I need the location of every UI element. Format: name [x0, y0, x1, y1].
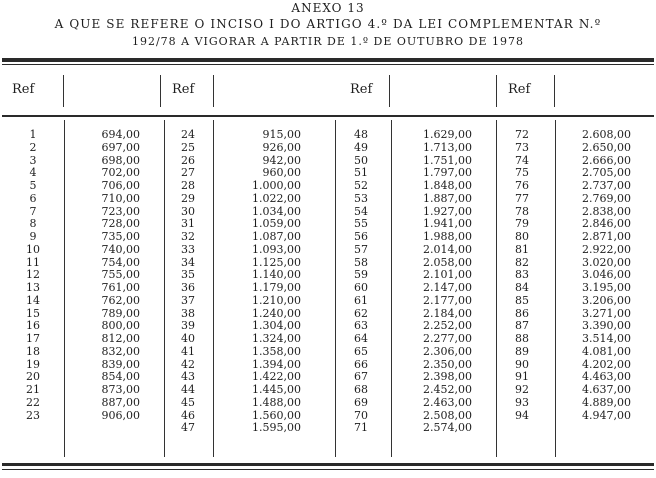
- ref-cell: 24: [181, 128, 195, 141]
- ref-column: [173, 129, 203, 435]
- value-cell: 2.058,00: [423, 255, 472, 269]
- table-bottom-thin-rule: [2, 469, 654, 470]
- value-cell: 1.140,00: [252, 268, 301, 282]
- value-cell: 1.887,00: [423, 191, 472, 205]
- column-divider: [213, 120, 214, 457]
- value-cell: 1.595,00: [252, 421, 301, 435]
- value-cell: 710,00: [101, 191, 140, 205]
- value-cell: 1.358,00: [252, 344, 301, 358]
- value-cell: 2.769,00: [582, 191, 631, 205]
- ref-cell: 68: [354, 383, 368, 396]
- value-cell: 2.184,00: [423, 306, 472, 320]
- header-divider: [496, 75, 497, 107]
- value-cell: 2.846,00: [582, 217, 631, 231]
- ref-cell: 14: [26, 293, 40, 307]
- ref-cell: 66: [354, 357, 368, 371]
- value-cell: 960,00: [262, 166, 301, 180]
- ref-cell: 6: [29, 191, 37, 205]
- ref-cell: 80: [515, 230, 529, 243]
- ref-cell: 75: [515, 166, 529, 180]
- value-cell: 4.889,00: [582, 395, 631, 409]
- value-cell: 4.637,00: [582, 383, 631, 396]
- ref-cell: 85: [515, 293, 529, 307]
- value-cell: 4.081,00: [582, 344, 631, 358]
- ref-cell: 33: [181, 242, 195, 256]
- ref-cell: 83: [515, 268, 529, 282]
- header-divider: [554, 75, 555, 107]
- ref-cell: 46: [181, 408, 195, 422]
- ref-cell: 54: [354, 204, 368, 218]
- value-cell: 2.922,00: [582, 242, 631, 256]
- value-column: [388, 129, 472, 435]
- ref-header: Ref: [12, 82, 35, 97]
- value-cell: 2.737,00: [582, 179, 631, 192]
- ref-cell: 40: [181, 332, 195, 345]
- value-cell: 1.000,00: [252, 179, 301, 192]
- ref-cell: 89: [515, 344, 529, 358]
- ref-cell: 64: [354, 332, 368, 345]
- value-cell: 2.463,00: [423, 395, 472, 409]
- ref-cell: 49: [354, 140, 368, 154]
- ref-cell: 82: [515, 255, 529, 269]
- ref-cell: 26: [181, 153, 195, 167]
- value-cell: 854,00: [101, 370, 140, 384]
- value-cell: 2.101,00: [423, 268, 472, 282]
- ref-cell: 84: [515, 281, 529, 294]
- ref-cell: 32: [181, 230, 195, 243]
- value-cell: 754,00: [101, 255, 140, 269]
- ref-cell: 8: [29, 217, 37, 231]
- column-divider: [164, 120, 165, 457]
- header-divider: [63, 75, 64, 107]
- value-cell: 4.947,00: [582, 408, 631, 422]
- ref-cell: 37: [181, 293, 195, 307]
- ref-cell: 4: [29, 166, 37, 180]
- ref-cell: 12: [26, 268, 40, 282]
- ref-cell: 90: [515, 357, 529, 371]
- ref-cell: 43: [181, 370, 195, 384]
- value-cell: 2.277,00: [423, 332, 472, 345]
- value-cell: 2.306,00: [423, 344, 472, 358]
- value-cell: 2.252,00: [423, 319, 472, 333]
- ref-column: [18, 129, 48, 422]
- ref-cell: 77: [515, 191, 529, 205]
- value-cell: 906,00: [101, 408, 140, 422]
- value-cell: 2.666,00: [582, 153, 631, 167]
- ref-cell: 42: [181, 357, 195, 371]
- ref-header: Ref: [172, 82, 195, 97]
- value-column: [217, 129, 301, 435]
- value-cell: 1.022,00: [252, 191, 301, 205]
- ref-cell: 18: [26, 344, 40, 358]
- ref-cell: 34: [181, 255, 195, 269]
- ref-cell: 9: [29, 230, 37, 243]
- ref-cell: 27: [181, 166, 195, 180]
- value-column: [56, 129, 140, 422]
- ref-cell: 81: [515, 242, 529, 256]
- value-cell: 1.422,00: [252, 370, 301, 384]
- header-separator-rule: [2, 115, 654, 117]
- ref-cell: 5: [29, 179, 37, 192]
- ref-cell: 52: [354, 179, 368, 192]
- ref-cell: 13: [26, 281, 40, 294]
- value-cell: 762,00: [101, 293, 140, 307]
- table-bottom-rule: [2, 463, 654, 466]
- value-cell: 2.705,00: [582, 166, 631, 180]
- value-cell: 4.463,00: [582, 370, 631, 384]
- value-cell: 2.838,00: [582, 204, 631, 218]
- value-cell: 1.179,00: [252, 281, 301, 294]
- value-cell: 735,00: [101, 230, 140, 243]
- value-cell: 1.713,00: [423, 140, 472, 154]
- ref-cell: 63: [354, 319, 368, 333]
- table-top-rule: [2, 58, 654, 62]
- ref-cell: 10: [26, 242, 40, 256]
- value-cell: 1.240,00: [252, 306, 301, 320]
- value-cell: 3.271,00: [582, 306, 631, 320]
- ref-cell: 92: [515, 383, 529, 396]
- value-cell: 2.574,00: [423, 421, 472, 435]
- value-cell: 2.147,00: [423, 281, 472, 294]
- ref-cell: 41: [181, 344, 195, 358]
- value-cell: 3.206,00: [582, 293, 631, 307]
- value-cell: 839,00: [101, 357, 140, 371]
- value-cell: 694,00: [101, 128, 140, 141]
- value-cell: 812,00: [101, 332, 140, 345]
- ref-cell: 20: [26, 370, 40, 384]
- annex-subtitle-line2: 192/78 A VIGORAR A PARTIR DE 1.º DE OUTUBRO DE 1978: [131, 35, 525, 48]
- value-cell: 728,00: [101, 217, 140, 231]
- value-cell: 3.195,00: [582, 281, 631, 294]
- column-divider: [496, 120, 497, 457]
- ref-cell: 57: [354, 242, 368, 256]
- value-cell: 1.927,00: [423, 204, 472, 218]
- ref-cell: 28: [181, 179, 195, 192]
- value-cell: 2.452,00: [423, 383, 472, 396]
- ref-cell: 71: [354, 421, 368, 435]
- ref-cell: 60: [354, 281, 368, 294]
- header-divider: [213, 75, 214, 107]
- value-cell: 832,00: [101, 344, 140, 358]
- value-cell: 2.871,00: [582, 230, 631, 243]
- value-cell: 887,00: [101, 395, 140, 409]
- value-cell: 1.093,00: [252, 242, 301, 256]
- ref-cell: 61: [354, 293, 368, 307]
- value-cell: 1.988,00: [423, 230, 472, 243]
- value-cell: 1.324,00: [252, 332, 301, 345]
- value-cell: 761,00: [101, 281, 140, 294]
- value-cell: 1.629,00: [423, 128, 472, 141]
- column-divider: [335, 120, 336, 457]
- ref-cell: 50: [354, 153, 368, 167]
- ref-cell: 21: [26, 383, 40, 396]
- ref-cell: 7: [29, 204, 37, 218]
- value-cell: 926,00: [262, 140, 301, 154]
- ref-cell: 1: [29, 128, 37, 141]
- ref-cell: 70: [354, 408, 368, 422]
- ref-cell: 91: [515, 370, 529, 384]
- ref-cell: 59: [354, 268, 368, 282]
- ref-cell: 2: [29, 140, 37, 154]
- value-cell: 1.125,00: [252, 255, 301, 269]
- annex-title: ANEXO 13: [291, 1, 365, 15]
- ref-cell: 73: [515, 140, 529, 154]
- ref-header: Ref: [508, 82, 531, 97]
- ref-cell: 47: [181, 421, 195, 435]
- value-cell: 915,00: [262, 128, 301, 141]
- ref-cell: 25: [181, 140, 195, 154]
- value-cell: 1.941,00: [423, 217, 472, 231]
- value-cell: 1.304,00: [252, 319, 301, 333]
- ref-cell: 88: [515, 332, 529, 345]
- value-cell: 1.394,00: [252, 357, 301, 371]
- annex-subtitle-line1: A QUE SE REFERE O INCISO I DO ARTIGO 4.º DA LEI COMPLEMENTAR N.º: [54, 17, 602, 31]
- ref-cell: 39: [181, 319, 195, 333]
- value-cell: 942,00: [262, 153, 301, 167]
- value-cell: 3.514,00: [582, 332, 631, 345]
- value-cell: 698,00: [101, 153, 140, 167]
- ref-cell: 65: [354, 344, 368, 358]
- ref-cell: 72: [515, 128, 529, 141]
- ref-cell: 78: [515, 204, 529, 218]
- ref-cell: 93: [515, 395, 529, 409]
- ref-cell: 55: [354, 217, 368, 231]
- value-cell: 2.508,00: [423, 408, 472, 422]
- value-cell: 1.488,00: [252, 395, 301, 409]
- value-column: [547, 129, 631, 422]
- ref-cell: 86: [515, 306, 529, 320]
- header-divider: [160, 75, 161, 107]
- value-cell: 2.650,00: [582, 140, 631, 154]
- ref-cell: 45: [181, 395, 195, 409]
- value-cell: 740,00: [101, 242, 140, 256]
- ref-cell: 19: [26, 357, 40, 371]
- ref-cell: 30: [181, 204, 195, 218]
- table-top-thin-rule: [2, 64, 654, 65]
- header-divider: [389, 75, 390, 107]
- value-cell: 2.608,00: [582, 128, 631, 141]
- value-cell: 723,00: [101, 204, 140, 218]
- value-cell: 2.398,00: [423, 370, 472, 384]
- ref-cell: 44: [181, 383, 195, 396]
- ref-column: [346, 129, 376, 435]
- ref-cell: 3: [29, 153, 37, 167]
- ref-cell: 29: [181, 191, 195, 205]
- ref-cell: 48: [354, 128, 368, 141]
- ref-cell: 79: [515, 217, 529, 231]
- ref-cell: 15: [26, 306, 40, 320]
- value-cell: 706,00: [101, 179, 140, 192]
- value-cell: 2.014,00: [423, 242, 472, 256]
- value-cell: 1.751,00: [423, 153, 472, 167]
- ref-cell: 74: [515, 153, 529, 167]
- ref-cell: 87: [515, 319, 529, 333]
- ref-cell: 69: [354, 395, 368, 409]
- ref-cell: 11: [26, 255, 40, 269]
- ref-cell: 67: [354, 370, 368, 384]
- value-cell: 697,00: [101, 140, 140, 154]
- value-cell: 3.046,00: [582, 268, 631, 282]
- ref-column: [507, 129, 537, 422]
- value-cell: 1.445,00: [252, 383, 301, 396]
- ref-cell: 62: [354, 306, 368, 320]
- value-cell: 702,00: [101, 166, 140, 180]
- value-cell: 1.560,00: [252, 408, 301, 422]
- ref-cell: 51: [354, 166, 368, 180]
- value-cell: 2.350,00: [423, 357, 472, 371]
- value-cell: 1.034,00: [252, 204, 301, 218]
- value-cell: 789,00: [101, 306, 140, 320]
- ref-cell: 58: [354, 255, 368, 269]
- value-cell: 4.202,00: [582, 357, 631, 371]
- value-cell: 873,00: [101, 383, 140, 396]
- value-cell: 1.797,00: [423, 166, 472, 180]
- value-cell: 1.848,00: [423, 179, 472, 192]
- ref-cell: 23: [26, 408, 40, 422]
- value-cell: 1.210,00: [252, 293, 301, 307]
- ref-cell: 53: [354, 191, 368, 205]
- ref-header: Ref: [350, 82, 373, 97]
- value-cell: 755,00: [101, 268, 140, 282]
- ref-cell: 76: [515, 179, 529, 192]
- ref-cell: 56: [354, 230, 368, 243]
- value-cell: 3.020,00: [582, 255, 631, 269]
- ref-cell: 31: [181, 217, 195, 231]
- value-cell: 1.059,00: [252, 217, 301, 231]
- ref-cell: 38: [181, 306, 195, 320]
- ref-cell: 94: [515, 408, 529, 422]
- value-cell: 2.177,00: [423, 293, 472, 307]
- value-cell: 800,00: [101, 319, 140, 333]
- ref-cell: 17: [26, 332, 40, 345]
- ref-cell: 22: [26, 395, 40, 409]
- ref-cell: 16: [26, 319, 40, 333]
- value-cell: 3.390,00: [582, 319, 631, 333]
- value-cell: 1.087,00: [252, 230, 301, 243]
- ref-cell: 36: [181, 281, 195, 294]
- ref-cell: 35: [181, 268, 195, 282]
